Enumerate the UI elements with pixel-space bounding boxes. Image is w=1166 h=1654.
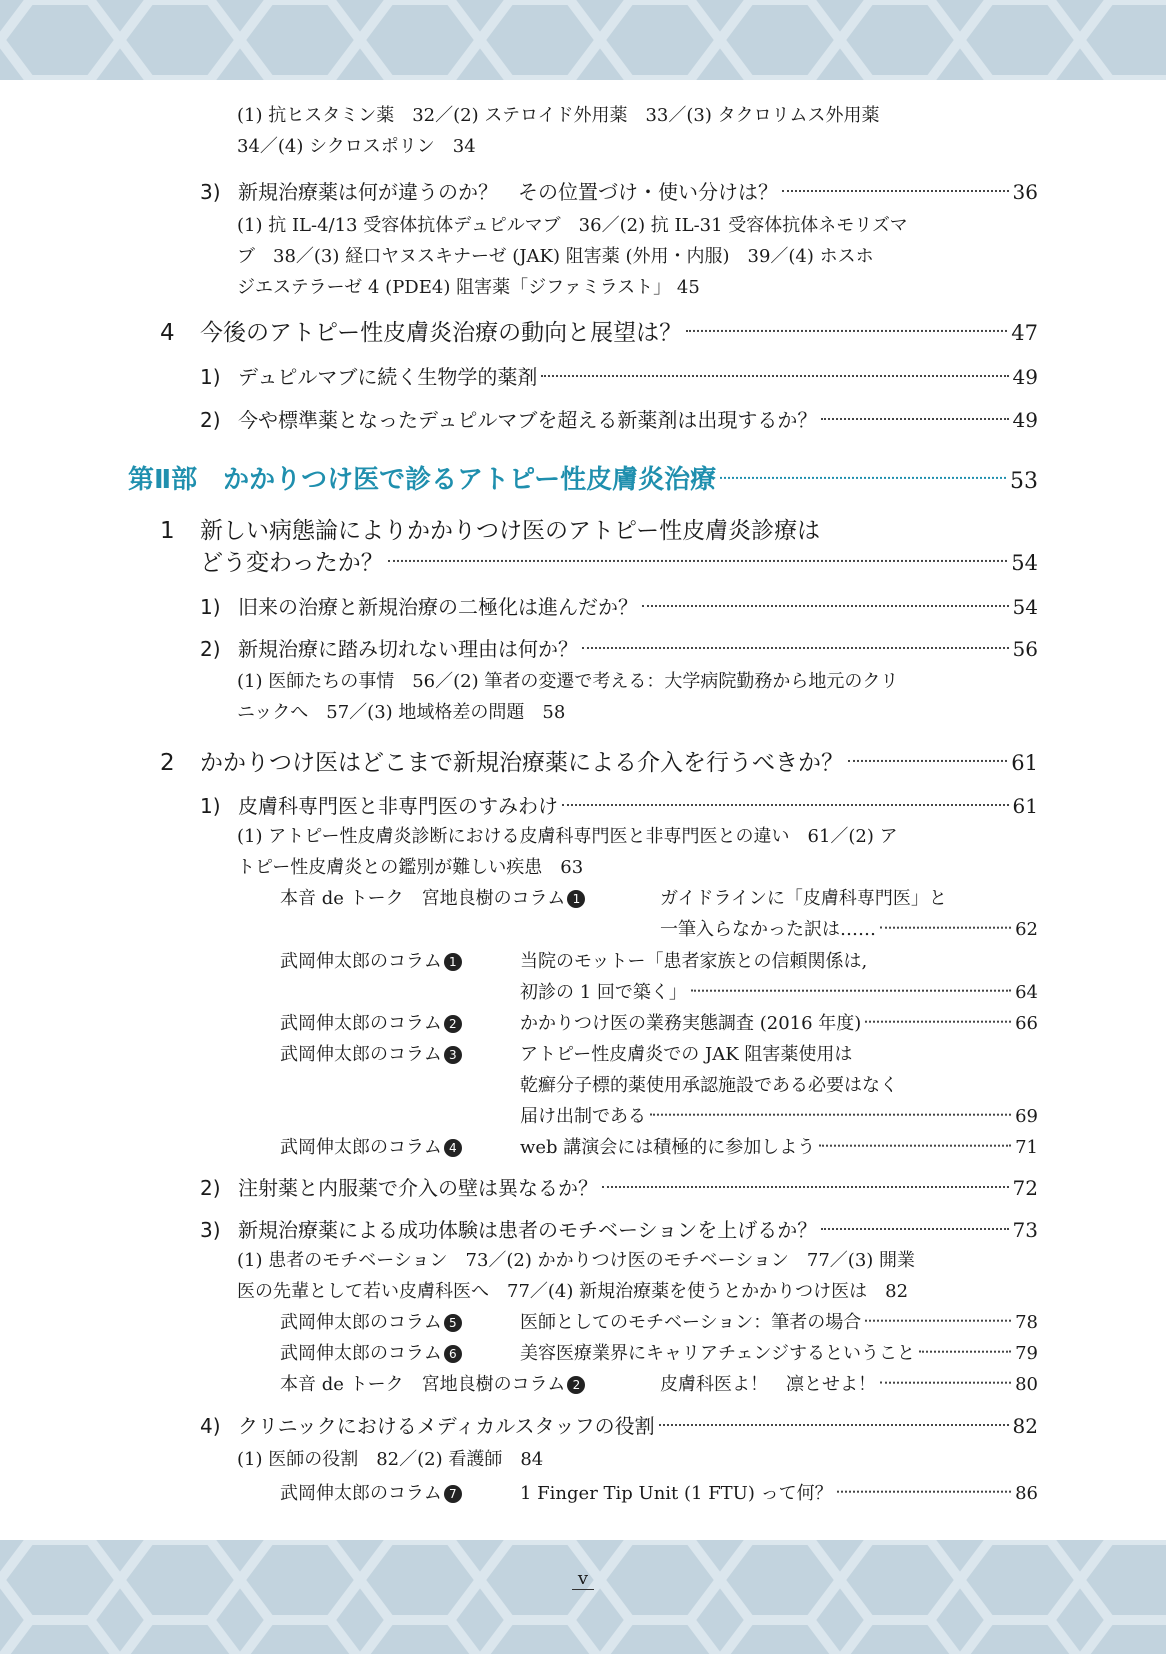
- toc-subitems: [237, 1444, 543, 1475]
- page-number: 61: [1011, 751, 1038, 775]
- toc-entry-section[interactable]: 2) 今や標準薬となったデュピルマブを超える新薬剤は出現するか？ 49: [200, 404, 1038, 433]
- dot-leader: [562, 784, 1009, 806]
- toc-entry-section[interactable]: 1) 旧来の治療と新規治療の二極化は進んだか？ 54: [200, 591, 1038, 620]
- toc-entry-chapter-line2[interactable]: どう変わったか？ 54: [200, 544, 1038, 577]
- dot-leader: [880, 909, 1011, 929]
- toc-subitems: [237, 821, 898, 883]
- toc-entry-column[interactable]: 武岡伸太郎のコラム 4 web 講演会には積極的に参加しよう 71: [280, 1133, 1038, 1159]
- toc-subitems: [237, 666, 898, 728]
- toc-subitem-line: 医の先輩として若い皮膚科医へ 77／(4) 新規治療薬を使うとかかりつけ医は 82: [237, 1281, 909, 1302]
- toc-subitem-line: (1) 医師たちの事情 56／(2) 筆者の変遷で考える：大学病院勤務から地元のクリ: [237, 671, 899, 692]
- toc-subitem-line: ジエステラーゼ 4 (PDE4) 阻害薬「ジファミラスト」 45: [237, 277, 700, 298]
- page-folio: [0, 1568, 1166, 1589]
- page-number: 73: [1012, 1218, 1038, 1242]
- toc-entry-section[interactable]: 4) クリニックにおけるメディカルスタッフの役割 82: [200, 1410, 1038, 1439]
- toc-subitem-line: (1) 医師の役割 82／(2) 看護師 84: [237, 1449, 544, 1470]
- toc-entry-column[interactable]: 武岡伸太郎のコラム 5 医師としてのモチベーション：筆者の場合 78: [280, 1308, 1038, 1334]
- page-number: 86: [1015, 1483, 1038, 1504]
- toc-subitem-line: ニックへ 57／(3) 地域格差の問題 58: [237, 702, 566, 723]
- dot-leader: [388, 537, 1007, 562]
- page-number: 82: [1012, 1414, 1038, 1438]
- toc-subitem-line: (1) アトピー性皮膚炎診断における皮膚科専門医と非専門医との違い 61／(2) ア: [237, 826, 898, 847]
- toc-entry-column[interactable]: 武岡伸太郎のコラム 7 1 Finger Tip Unit (1 FTU) って何？ 86: [280, 1479, 1038, 1505]
- page-number: 78: [1015, 1312, 1038, 1333]
- dot-leader: [686, 307, 1007, 332]
- toc-entry-section[interactable]: 2) 新規治療に踏み切れない理由は何か？ 56: [200, 633, 1038, 662]
- toc-entry-part[interactable]: 第Ⅱ部 かかりつけ医で診るアトピー性皮膚炎治療 53: [128, 459, 1038, 496]
- toc-subitem-line: ブ 38／(3) 経口ヤヌスキナーゼ (JAK) 阻害薬 (外用・内服) 39／(4) ホスホ: [237, 246, 874, 267]
- dot-leader: [848, 737, 1007, 762]
- page-number: 80: [1015, 1374, 1038, 1395]
- page-number: 64: [1015, 982, 1038, 1003]
- toc-entry-section[interactable]: 1) 皮膚科専門医と非専門医のすみわけ 61: [200, 790, 1038, 819]
- dot-leader: [602, 1166, 1009, 1188]
- toc-subitem-line: (1) 抗 IL-4/13 受容体抗体デュピルマブ 36／(2) 抗 IL-31 受容体抗体ネモリズマ: [237, 215, 908, 236]
- page-number: 36: [1012, 180, 1038, 204]
- dot-leader: [819, 1127, 1011, 1147]
- dot-leader: [659, 1404, 1009, 1426]
- dot-leader: [691, 972, 1011, 992]
- dot-leader: [865, 1003, 1011, 1023]
- dot-leader: [821, 398, 1008, 420]
- page-number: 72: [1012, 1176, 1038, 1200]
- page-number: 56: [1012, 637, 1038, 661]
- circled-number-icon: 5: [444, 1314, 462, 1332]
- page-number: 53: [1010, 469, 1038, 494]
- dot-leader: [720, 451, 1006, 479]
- toc-entry-section[interactable]: 3) 新規治療薬は何が違うのか？ その位置づけ・使い分けは？ 36: [200, 176, 1038, 205]
- circled-number-icon: 4: [444, 1139, 462, 1157]
- page-number: 49: [1012, 408, 1038, 432]
- toc-entry-column[interactable]: 本音 de トーク 宮地良樹のコラム 1 ガイドラインに「皮膚科専門医」と: [280, 888, 947, 909]
- toc-entry-section[interactable]: 1) デュピルマブに続く生物学的薬剤 49: [200, 361, 1038, 390]
- dot-leader: [865, 1302, 1011, 1322]
- circled-number-icon: 7: [444, 1485, 462, 1503]
- page-number: 61: [1012, 794, 1038, 818]
- dot-leader: [837, 1473, 1011, 1493]
- page-number: 49: [1012, 365, 1038, 389]
- circled-number-icon: 1: [567, 890, 585, 908]
- page-folio-number: v: [572, 1568, 594, 1590]
- toc-entry-column[interactable]: 武岡伸太郎のコラム 3 アトピー性皮膚炎での JAK 阻害薬使用は: [280, 1044, 853, 1065]
- toc-entry-column[interactable]: 武岡伸太郎のコラム 6 美容医療業界にキャリアチェンジするということ 79: [280, 1339, 1038, 1365]
- page-number: 62: [1015, 919, 1038, 940]
- page-number: 54: [1011, 551, 1038, 575]
- circled-number-icon: 6: [444, 1345, 462, 1363]
- toc-subitem-line: トピー性皮膚炎との鑑別が難しい疾患 63: [237, 857, 584, 878]
- toc-entry-chapter[interactable]: 2 かかりつけ医はどこまで新規治療薬による介入を行うべきか？ 61: [160, 744, 1038, 777]
- circled-number-icon: 2: [567, 1376, 585, 1394]
- toc-entry-column-line2[interactable]: 乾癬分子標的薬使用承認施設である必要はなく: [520, 1075, 898, 1096]
- toc-subitem-line: (1) 抗ヒスタミン薬 32／(2) ステロイド外用薬 33／(3) タクロリムス外用薬: [237, 105, 880, 126]
- dot-leader: [821, 1208, 1008, 1230]
- toc-entry-section[interactable]: 2) 注射薬と内服薬で介入の壁は異なるか？ 72: [200, 1172, 1038, 1201]
- toc-entry-column[interactable]: 武岡伸太郎のコラム 2 かかりつけ医の業務実態調査 (2016 年度) 66: [280, 1009, 1038, 1035]
- toc-subitems: [237, 210, 908, 303]
- dot-leader: [582, 627, 1009, 649]
- toc-subitems: [237, 100, 880, 162]
- page-number: 66: [1015, 1013, 1038, 1034]
- page-number: 79: [1015, 1343, 1038, 1364]
- page-number: 69: [1015, 1106, 1038, 1127]
- toc-entry-chapter[interactable]: 4 今後のアトピー性皮膚炎治療の動向と展望は？ 47: [160, 314, 1038, 347]
- toc-subitem-line: (1) 患者のモチベーション 73／(2) かかりつけ医のモチベーション 77／(3) 開業: [237, 1250, 916, 1271]
- dot-leader: [650, 1096, 1011, 1116]
- page-number: 71: [1015, 1137, 1038, 1158]
- toc-entry-column[interactable]: 武岡伸太郎のコラム 1 当院のモットー「患者家族との信頼関係は,: [280, 951, 868, 972]
- circled-number-icon: 1: [444, 953, 462, 971]
- toc-entry-column[interactable]: 本音 de トーク 宮地良樹のコラム 2 皮膚科医よ！ 凛とせよ！ 80: [280, 1370, 1038, 1396]
- toc-entry-section[interactable]: 3) 新規治療薬による成功体験は患者のモチベーションを上げるか？ 73: [200, 1214, 1038, 1243]
- page-number: 54: [1012, 595, 1038, 619]
- dot-leader: [919, 1333, 1011, 1353]
- dot-leader: [782, 170, 1009, 192]
- toc-entry-chapter-line1[interactable]: 1 新しい病態論によりかかりつけ医のアトピー性皮膚炎診療は: [160, 518, 821, 544]
- toc-entry-column-line2[interactable]: 一筆入らなかった訳は…… 62: [660, 915, 1038, 941]
- toc-subitems: [237, 1245, 915, 1307]
- circled-number-icon: 2: [444, 1015, 462, 1033]
- toc-subitem-line: 34／(4) シクロスポリン 34: [237, 136, 476, 157]
- circled-number-icon: 3: [444, 1046, 462, 1064]
- dot-leader: [642, 585, 1009, 607]
- toc-entry-column-line2[interactable]: 初診の 1 回で築く」 64: [520, 978, 1038, 1004]
- toc-entry-column-line3[interactable]: 届け出制である 69: [520, 1102, 1038, 1128]
- page-number: 47: [1011, 321, 1038, 345]
- dot-leader: [541, 355, 1008, 377]
- dot-leader: [880, 1364, 1011, 1384]
